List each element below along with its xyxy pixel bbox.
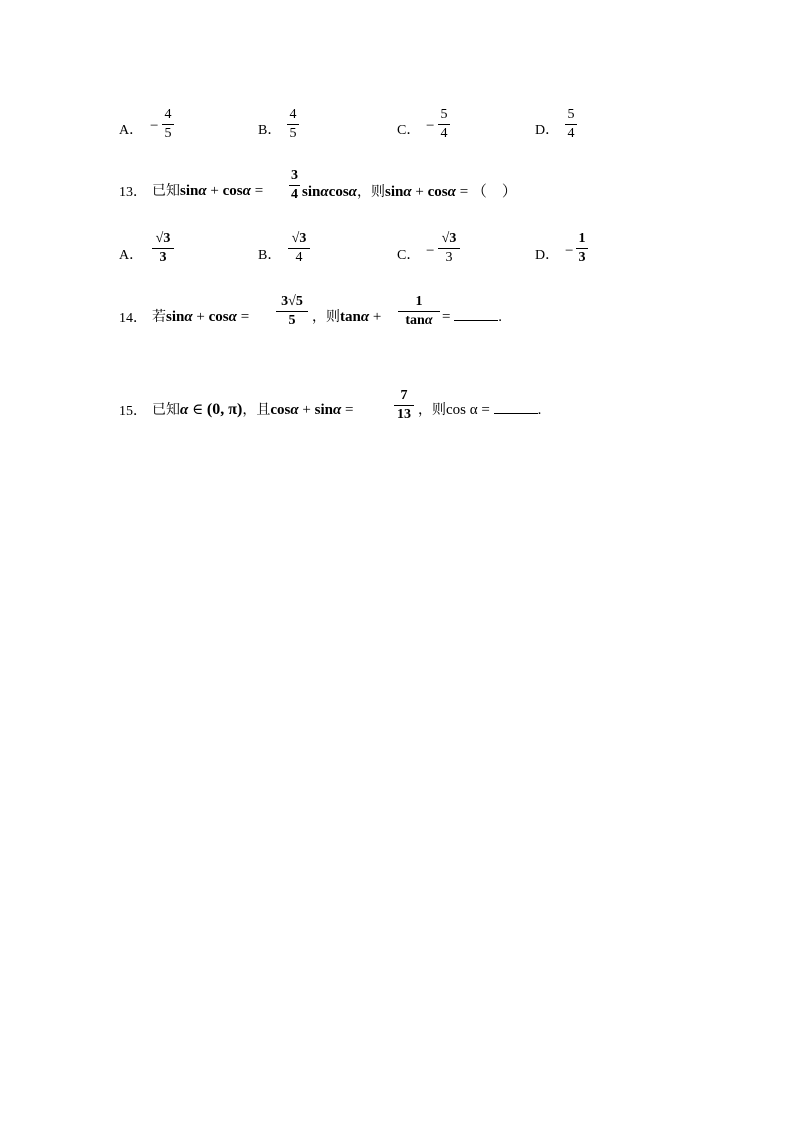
q13-fraction (289, 168, 300, 203)
interval: (0, π) (206, 401, 243, 418)
question-14-stem (152, 306, 249, 326)
fraction-bar (162, 124, 174, 125)
answer-paren: = （ ） (455, 184, 517, 200)
alpha-symbol: α (228, 309, 237, 325)
denominator: 4 (567, 126, 575, 141)
plus-symbol: + (298, 402, 315, 418)
plus-symbol: + (206, 183, 223, 199)
alpha-symbol: α (403, 184, 412, 200)
option-c-sign: − (426, 243, 435, 259)
alpha-symbol: α (348, 184, 357, 200)
option-d-label: D． (535, 123, 560, 138)
numerator: √3 (441, 231, 457, 246)
cos-alpha-text: cos α (446, 402, 478, 418)
stem-text: 已知 (152, 183, 180, 199)
option-d-sign: − (565, 243, 574, 259)
cos-text: cos (270, 402, 291, 418)
answer-blank[interactable] (494, 401, 538, 414)
numerator: 4 (164, 107, 172, 122)
question-15-tail (418, 399, 541, 419)
denominator: 5 (288, 313, 296, 328)
period: . (498, 309, 502, 325)
alpha-symbol: α (447, 184, 456, 200)
alpha-symbol: α (180, 402, 189, 418)
denominator: 3 (159, 250, 167, 265)
denominator: 5 (164, 126, 172, 141)
numerator: 4 (289, 107, 297, 122)
q14-fraction (276, 294, 308, 329)
equals-symbol: = (341, 402, 354, 418)
question-13-stem (152, 180, 263, 200)
fraction-bar (288, 248, 310, 249)
stem-text: 已知 (152, 402, 180, 418)
option-a-fraction (162, 107, 174, 142)
option-b-fraction (288, 231, 310, 266)
option-b-label: B． (258, 248, 282, 263)
q14-reciprocal-fraction (398, 294, 440, 329)
fraction-bar (287, 124, 299, 125)
option-c-sign: − (426, 118, 435, 134)
fraction-bar (398, 311, 440, 312)
option-c-fraction (438, 231, 460, 266)
element-of-symbol: ∈ (188, 402, 207, 418)
denominator: 13 (397, 407, 411, 422)
tan-text: tan (405, 313, 425, 328)
denominator: 4 (291, 187, 298, 202)
denominator (398, 313, 440, 329)
cos-text: cos (208, 309, 229, 325)
numerator: 7 (400, 388, 408, 403)
option-c-label: C． (397, 123, 421, 138)
fraction-bar (152, 248, 174, 249)
alpha-symbol: α (320, 184, 329, 200)
question-number: 15． (119, 404, 147, 419)
comma: ， (418, 402, 432, 418)
fraction-bar (289, 185, 300, 186)
alpha-symbol: α (198, 183, 207, 199)
sin-text: sin (384, 184, 404, 200)
fraction-bar (438, 124, 450, 125)
option-d-fraction (565, 107, 577, 142)
option-c-label: C． (397, 248, 421, 263)
numerator: 1 (578, 231, 586, 246)
plus-symbol: + (192, 309, 209, 325)
numerator: 1 (415, 294, 423, 309)
cos-text: cos (222, 183, 243, 199)
denominator: 4 (440, 126, 448, 141)
fraction-bar (565, 124, 577, 125)
numerator: 3 (291, 168, 298, 183)
equals-symbol: = (477, 402, 494, 418)
answer-blank[interactable] (454, 308, 498, 321)
sin-text: sin (166, 309, 185, 325)
fraction-bar (276, 311, 308, 312)
sin-text: sin (180, 183, 199, 199)
cos-text: cos (427, 184, 448, 200)
numerator: 3√5 (281, 294, 303, 309)
option-c-fraction (438, 107, 450, 142)
alpha-symbol: α (242, 183, 251, 199)
numerator: 5 (567, 107, 575, 122)
denominator: 4 (295, 250, 303, 265)
q15-fraction (394, 388, 414, 423)
tan-text: tan (340, 309, 361, 325)
question-number: 13． (119, 185, 147, 200)
comma: ， (356, 184, 371, 200)
numerator: 5 (440, 107, 448, 122)
option-a-label: A． (119, 123, 144, 138)
question-13-stem-rest (302, 180, 517, 201)
equals-symbol: = (442, 309, 455, 325)
alpha-symbol: α (332, 402, 342, 418)
fraction-bar (576, 248, 588, 249)
alpha-symbol: α (424, 313, 433, 328)
option-d-fraction (576, 231, 588, 266)
option-a-sign: − (150, 118, 159, 134)
denominator: 3 (578, 250, 586, 265)
equals-symbol: = (236, 309, 250, 325)
denominator: 5 (289, 126, 297, 141)
fraction-bar (438, 248, 460, 249)
alpha-symbol: α (360, 309, 370, 325)
cos-text: cos (328, 184, 349, 200)
equals-symbol: = (250, 183, 264, 199)
period: . (537, 402, 542, 418)
then-text: 则 (432, 402, 446, 418)
option-a-fraction (152, 231, 174, 266)
plus-symbol: + (411, 184, 428, 200)
option-b-fraction (287, 107, 299, 142)
alpha-symbol: α (184, 309, 193, 325)
fraction-bar (394, 405, 414, 406)
stem-text: ，且 (242, 402, 271, 418)
numerator: √3 (155, 231, 171, 246)
question-14-tail (442, 306, 502, 326)
denominator: 3 (445, 250, 453, 265)
sin-text: sin (302, 184, 321, 200)
alpha-symbol: α (290, 402, 299, 418)
sin-text: sin (314, 402, 333, 418)
question-14-stem-mid (312, 306, 381, 326)
question-number: 14． (119, 311, 147, 326)
option-b-label: B． (258, 123, 282, 138)
option-d-label: D． (535, 248, 560, 263)
comma: ， (312, 309, 326, 325)
stem-text: 若 (152, 309, 166, 325)
numerator: √3 (291, 231, 307, 246)
option-a-label: A． (119, 248, 144, 263)
plus-symbol: + (369, 309, 382, 325)
then-text: 则 (326, 309, 340, 325)
question-15-stem (152, 399, 354, 419)
then-text: 则 (370, 184, 385, 200)
